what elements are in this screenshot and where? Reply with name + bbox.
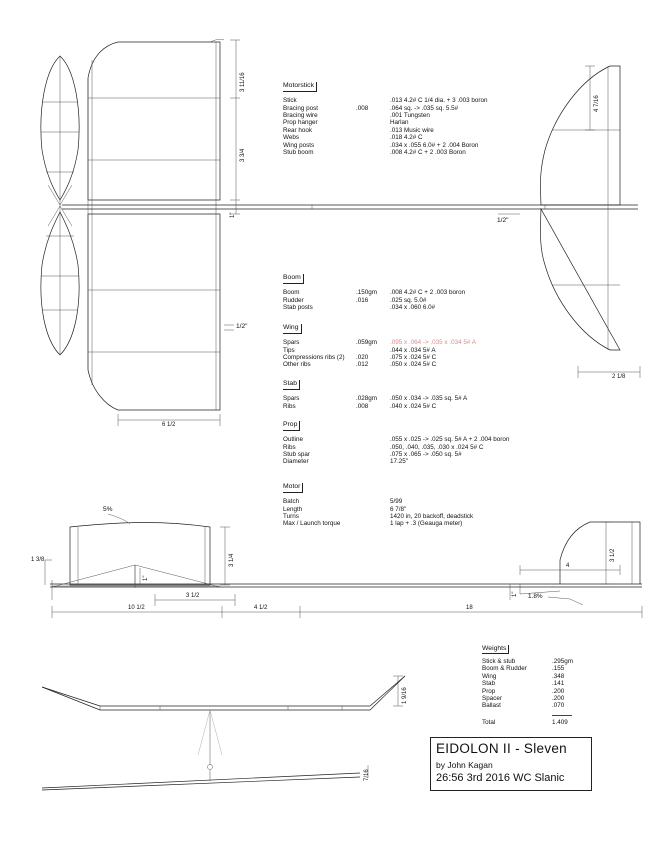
spec-row — [283, 339, 513, 346]
dim-side-chord: 3 1/2 — [186, 593, 200, 599]
row-name: Wing — [482, 672, 497, 680]
dim-wing-panel-height: 3 3/4 — [240, 148, 246, 162]
row-name: Bracing wire — [283, 111, 318, 119]
prop-heading: Prop — [283, 421, 300, 431]
prop-rows — [283, 436, 523, 466]
row-name: Webs — [283, 134, 299, 142]
dim-wing-gap: 1" — [230, 212, 236, 218]
row-name: Ballast — [482, 702, 501, 710]
spec-row — [283, 513, 523, 520]
row-spec: 17.25" — [390, 458, 408, 466]
plan-result: 26:56 3rd 2016 WC Slanic — [436, 772, 565, 784]
spec-row — [283, 458, 523, 465]
wing-section — [283, 324, 513, 369]
spec-row — [283, 498, 523, 505]
spec-row — [283, 395, 513, 402]
row-name: Stab posts — [283, 303, 313, 311]
row-name: Boom — [283, 289, 300, 297]
row-value: .070 — [552, 702, 565, 710]
dim-dihedral-angle: 5% — [103, 506, 113, 513]
row-name: Batch — [283, 498, 300, 506]
dim-stab-offset: 1/2" — [497, 217, 509, 224]
row-spec: .001 Tungsten — [390, 111, 430, 119]
row-weight: .012 — [356, 361, 369, 369]
weight-row — [482, 673, 592, 680]
plan-title: EIDOLON II - Sleven — [436, 741, 567, 756]
row-name: Diameter — [283, 458, 309, 466]
row-spec: .008 4.2# C + 2 .003 Boron — [390, 148, 466, 156]
row-value: .348 — [552, 672, 565, 680]
spec-row — [283, 444, 523, 451]
row-name: Tips — [283, 346, 295, 354]
row-spec: .095 x .064 -> .035 x .034 5# A — [390, 339, 476, 347]
row-spec: 1420 in, 20 backoff, deadstick — [390, 512, 474, 520]
boom-heading: Boom — [283, 274, 304, 284]
stab-section — [283, 380, 513, 410]
dim-wing-chord: 6 1/2 — [162, 422, 176, 428]
total-value: 1.409 — [552, 718, 568, 726]
weights-heading: Weights — [482, 645, 509, 654]
row-name: Stub boom — [283, 148, 314, 156]
row-name: Max / Launch torque — [283, 520, 341, 528]
spec-row — [283, 289, 513, 296]
spec-row — [283, 451, 523, 458]
weight-row — [482, 680, 592, 687]
row-name: Bracing post — [283, 104, 319, 112]
row-name: Ribs — [283, 402, 296, 410]
row-spec: .075 x .024 5# C — [390, 353, 437, 361]
spec-row — [283, 506, 523, 513]
wing-rows — [283, 339, 513, 369]
row-value: .200 — [552, 694, 565, 702]
spec-row — [283, 347, 513, 354]
row-name: Compressions ribs (2) — [283, 353, 345, 361]
row-name: Other ribs — [283, 361, 311, 369]
weights-table — [482, 645, 592, 726]
spec-row — [283, 97, 513, 104]
dim-wing-tip-height: 3 11/16 — [240, 72, 246, 92]
spec-row — [283, 403, 513, 410]
row-name: Prop — [482, 687, 496, 695]
front-view — [42, 676, 405, 790]
row-spec: 1 lap + .3 (Geauga meter) — [390, 520, 463, 528]
spec-row — [283, 436, 523, 443]
spec-row — [283, 354, 513, 361]
row-weight: .008 — [356, 402, 369, 410]
propeller-plan — [41, 56, 79, 355]
dim-stab-tilt: 7/16 — [364, 769, 370, 781]
spec-row — [283, 112, 513, 119]
spec-row — [283, 149, 513, 156]
row-spec: 6 7/8" — [390, 505, 407, 513]
row-spec: 5/99 — [390, 498, 403, 506]
stab-rows — [283, 395, 513, 410]
total-divider — [552, 715, 572, 716]
row-weight: .059gm — [356, 339, 378, 347]
spec-row — [283, 105, 513, 112]
motorstick-section — [283, 82, 513, 156]
row-spec: .034 x .055 6.0# + 2 .004 Boron — [390, 141, 479, 149]
dim-rudder-chord: 4 — [566, 563, 570, 569]
fuselage-plan — [62, 205, 638, 209]
row-spec: Harlan — [390, 119, 409, 127]
prop-section — [283, 421, 523, 466]
title-block — [430, 737, 592, 791]
wing-heading: Wing — [283, 324, 302, 334]
row-weight: .028gm — [356, 395, 378, 403]
stab-heading: Stab — [283, 380, 300, 390]
dim-rudder-height: 3 1/2 — [610, 548, 616, 562]
dim-stab-width: 2 1/8 — [612, 374, 626, 380]
motorstick-heading: Motorstick — [283, 82, 317, 92]
row-name: Rudder — [283, 296, 304, 304]
dim-prop-offset: 1/2" — [236, 323, 248, 330]
dim-span-b: 4 1/2 — [254, 605, 268, 611]
row-name: Ribs — [283, 443, 296, 451]
row-name: Stick & stub — [482, 658, 516, 665]
plan-author: by John Kagan — [436, 760, 493, 770]
row-name: Stub spar — [283, 450, 310, 458]
row-spec: .050, .040, .035, .030 x .024 5# C — [390, 443, 484, 451]
row-spec: .055 x .025 -> .025 sq. 5# A + 2 .004 boron — [390, 436, 510, 444]
row-weight: .016 — [356, 296, 369, 304]
spec-row — [283, 134, 513, 141]
motorstick-rows — [283, 97, 513, 156]
row-name: Spars — [283, 395, 300, 403]
wing-plan — [88, 39, 224, 410]
boom-section — [283, 274, 513, 311]
dim-side-wing-left: 1 3/8 — [31, 557, 45, 563]
row-name: Spacer — [482, 694, 502, 702]
row-spec: .064 sq. -> .035 sq. 5.5# — [390, 104, 459, 112]
motor-rows — [283, 498, 523, 528]
row-name: Stab — [482, 680, 495, 688]
row-name: Turns — [283, 512, 299, 520]
row-name: Spars — [283, 339, 300, 347]
spec-row — [283, 304, 513, 311]
spec-row — [283, 361, 513, 368]
spec-row — [283, 119, 513, 126]
row-value: .295gm — [552, 658, 574, 665]
boom-rows — [283, 289, 513, 311]
row-spec: .013 Music wire — [390, 126, 434, 134]
spec-row — [283, 297, 513, 304]
weight-row — [482, 702, 592, 709]
row-spec: .075 x .065 -> .050 sq. 5# — [390, 450, 462, 458]
motor-section — [283, 483, 523, 528]
row-name: Outline — [283, 436, 303, 444]
motor-heading: Motor — [283, 483, 303, 493]
row-name: Rear hook — [283, 126, 313, 134]
row-name: Length — [283, 505, 303, 513]
row-spec: .008 4.2# C + 2 .003 boron — [390, 289, 466, 297]
weights-rows — [482, 658, 592, 710]
row-spec: .050 x .024 5# C — [390, 361, 437, 369]
row-value: .155 — [552, 665, 565, 673]
row-weight: .020 — [356, 353, 369, 361]
dim-span-a: 10 1/2 — [128, 605, 145, 611]
row-name: Stick — [283, 97, 297, 105]
dim-front-dihedral: 1 9/16 — [402, 687, 408, 704]
stabilizer-plan — [540, 66, 620, 350]
row-spec: .034 x .060 6.0# — [390, 303, 436, 311]
row-name: Wing posts — [283, 141, 315, 149]
dim-side-wing-height: 3 1/4 — [229, 553, 235, 567]
row-spec: .044 x .034 5# A — [390, 346, 436, 354]
weights-total-row — [482, 719, 592, 726]
row-spec: .025 sq. 5.0# — [390, 296, 427, 304]
spec-row — [283, 127, 513, 134]
row-name: Boom & Rudder — [482, 665, 527, 673]
weight-row — [482, 665, 592, 672]
spec-row — [283, 520, 523, 527]
dim-stab-incidence: 1.8% — [528, 593, 543, 600]
row-value: .200 — [552, 687, 565, 695]
row-spec: .050 x .034 -> .035 sq. 5# A — [390, 395, 468, 403]
dim-span-c: 18 — [466, 605, 473, 611]
weight-row — [482, 688, 592, 695]
total-label: Total — [482, 718, 496, 726]
row-spec: .013 4.2# C 1/4 dia. + 3 .003 boron — [390, 97, 488, 105]
side-view — [45, 514, 642, 618]
dim-rudder-post: 1" — [512, 591, 518, 597]
row-weight: .008 — [356, 104, 369, 112]
row-value: .141 — [552, 680, 565, 688]
weight-row — [482, 658, 592, 665]
weight-row — [482, 695, 592, 702]
row-spec: .040 x .024 5# C — [390, 402, 437, 410]
spec-row — [283, 142, 513, 149]
row-name: Prop hanger — [283, 119, 318, 127]
row-spec: .018 4.2# C — [390, 134, 423, 142]
dim-stab-height: 4 7/16 — [594, 95, 600, 112]
row-weight: .150gm — [356, 289, 378, 297]
dim-side-post: 1" — [143, 575, 149, 581]
